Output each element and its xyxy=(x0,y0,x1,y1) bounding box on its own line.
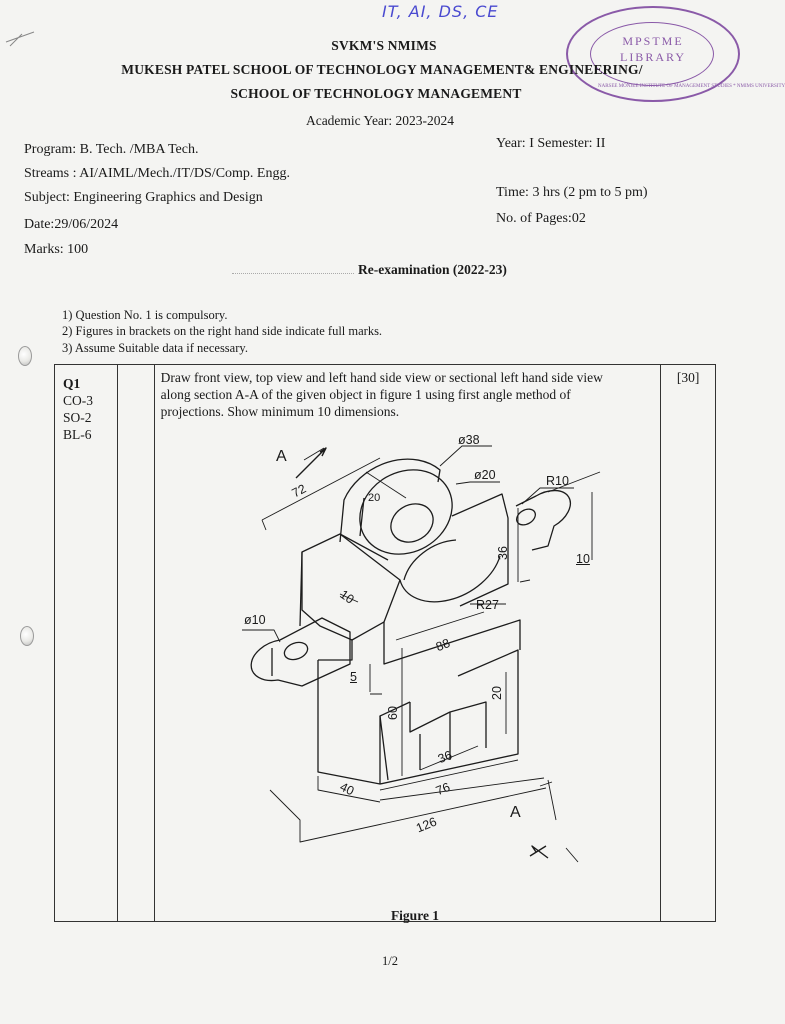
stamp-ring-text: NARSEE MONJEE INSTITUTE OF MANAGEMENT STUDIES * NMIMS UNIVERSITY xyxy=(598,84,785,89)
stamp-line1: MPSTME xyxy=(622,34,684,48)
dim-20: 20 xyxy=(368,492,381,504)
academic-year: Academic Year: 2023-2024 xyxy=(305,113,455,128)
instruction-2: 2) Figures in brackets on the right hand side indicate full marks. xyxy=(62,324,383,338)
question-text-3: projections. Show minimum 10 dimensions. xyxy=(160,404,400,419)
dim-dia-38: ø38 xyxy=(458,433,480,447)
question-co: CO-3 xyxy=(63,393,93,408)
instruction-1: 1) Question No. 1 is compulsory. xyxy=(62,308,228,322)
dim-r10: R10 xyxy=(546,474,569,488)
question-marks: [30] xyxy=(676,370,700,385)
dim-36: 36 xyxy=(495,546,510,560)
subject: Subject: Engineering Graphics and Design xyxy=(24,190,263,205)
no-of-pages: No. of Pages:02 xyxy=(496,211,586,226)
dim-20-bottom: 20 xyxy=(489,686,504,700)
dim-10-right: 10 xyxy=(576,552,590,566)
exam-time: Time: 3 hrs (2 pm to 5 pm) xyxy=(496,185,648,200)
stamp-line2: LIBRARY xyxy=(619,50,686,64)
header-line2: MUKESH PATEL SCHOOL OF TECHNOLOGY MANAGEMENT& ENGINEERING/ xyxy=(121,62,643,77)
top-boss xyxy=(340,453,468,570)
header-line3: SCHOOL OF TECHNOLOGY MANAGEMENT xyxy=(230,86,522,101)
dimension-lines xyxy=(242,446,600,862)
dim-10: 10 xyxy=(337,587,357,607)
streams: Streams : AI/AIML/Mech./IT/DS/Comp. Engg. xyxy=(24,166,290,181)
dim-76: 76 xyxy=(433,779,453,799)
dim-r27: R27 xyxy=(476,598,499,612)
left-lug xyxy=(251,618,350,686)
dim-60: 60 xyxy=(385,706,400,720)
program: Program: B. Tech. /MBA Tech. xyxy=(24,142,199,157)
main-body xyxy=(300,534,520,784)
dim-dia-20: ø20 xyxy=(474,468,496,482)
cradle-block xyxy=(400,494,508,606)
dim-72: 72 xyxy=(289,481,309,501)
instruction-3: 3) Assume Suitable data if necessary. xyxy=(62,341,248,355)
handwritten-note: IT, AI, DS, CE xyxy=(382,2,499,21)
dim-88: 88 xyxy=(433,635,453,655)
dim-40: 40 xyxy=(337,779,357,799)
section-label-bottom: A xyxy=(510,804,521,821)
question-number: Q1 xyxy=(63,376,81,391)
question-text-2: along section A-A of the given object in figure 1 using first angle method of xyxy=(160,387,571,402)
right-lug xyxy=(514,491,571,550)
dim-dia-10: ø10 xyxy=(244,613,266,627)
dim-5: 5 xyxy=(350,670,357,684)
exam-date: Date:29/06/2024 xyxy=(24,217,119,232)
section-label-top: A xyxy=(276,448,287,465)
dim-36-bottom: 36 xyxy=(435,747,455,767)
header-line1: SVKM'S NMIMS xyxy=(331,38,437,53)
question-so: SO-2 xyxy=(63,410,92,425)
question-text-1: Draw front view, top view and left hand side view or sectional left hand side view xyxy=(160,370,603,385)
marks: Marks: 100 xyxy=(24,242,89,257)
exam-title: Re-examination (2022-23) xyxy=(358,262,507,277)
dim-126: 126 xyxy=(414,814,439,836)
page-number: 1/2 xyxy=(382,954,398,968)
year-semester: Year: I Semester: II xyxy=(496,136,606,151)
figure-caption: Figure 1 xyxy=(390,908,440,923)
question-bl: BL-6 xyxy=(63,427,92,442)
